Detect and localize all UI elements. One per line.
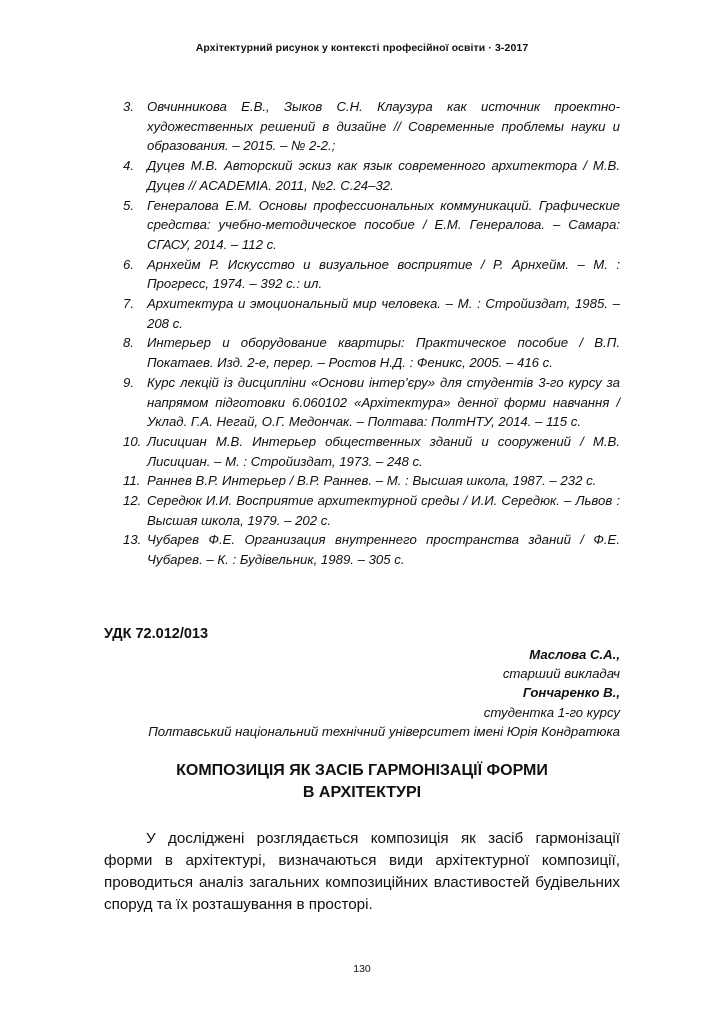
reference-item <box>123 333 620 372</box>
abstract-paragraph: У досліджені розглядається композиція як засіб гармонізації форми в архітектурі, визначаються види архітектурної композиції, проводиться аналіз загальних композиційних властивостей будівельних споруд та їх розташування в просторі. <box>104 830 620 913</box>
reference-number: 8. <box>123 335 134 351</box>
reference-number: 13. <box>123 532 142 548</box>
reference-number: 9. <box>123 374 134 390</box>
reference-number: 4. <box>123 158 134 174</box>
reference-number: 6. <box>123 256 134 272</box>
author-role: старший викладач <box>502 666 620 682</box>
author-name: Гончаренко В., <box>522 685 620 701</box>
reference-item <box>123 156 620 195</box>
reference-number: 10. <box>123 433 142 449</box>
reference-number: 7. <box>123 296 134 312</box>
reference-text: Арнхейм Р. Искусство и визуальное восприятие / Р. Арнхейм. – М. : Прогресс, 1974. – 392 с.: ил. <box>147 256 620 292</box>
article-title-line-2: В АРХІТЕКТУРІ <box>302 784 422 801</box>
reference-text: Дуцев М.В. Авторский эскиз как язык современного архитектора / М.В. Дуцев // ACADEMIA. 2011, №2. С.24–32. <box>147 158 620 193</box>
reference-number: 3. <box>123 99 134 114</box>
udk-code: УДК 72.012/013 <box>104 626 209 642</box>
reference-item <box>123 97 620 156</box>
reference-number: 5. <box>123 197 134 213</box>
reference-text: Середюк И.И. Восприятие архитектурной среды / И.И. Середюк. – Львов : Высшая школа, 1979. – 202 с. <box>147 493 620 528</box>
reference-item <box>123 471 620 491</box>
reference-text: Овчинникова Е.В., Зыков С.Н. Клаузура как источник проектно-художественных решений в дизайне // Современные проблемы науки и образования. – 2015. – № 2-2.; <box>147 99 620 154</box>
reference-text: Интерьер и оборудование квартиры: Практическое пособие / В.П. Покатаев. Изд. 2-е, перер. – Ростов Н.Д. : Феникс, 2005. – 416 с. <box>147 335 620 371</box>
page-number: 130 <box>353 963 371 975</box>
reference-text: Архитектура и эмоциональный мир человека. – М. : Стройиздат, 1985. – 208 с. <box>147 296 620 331</box>
author-name: Маслова С.А., <box>529 647 620 662</box>
reference-text: Чубарев Ф.Е. Организация внутреннего пространства зданий / Ф.Е. Чубарев. – К. : Будівельник, 1989. – 305 с. <box>147 532 620 568</box>
reference-number: 12. <box>123 493 142 509</box>
reference-text: Генералова Е.М. Основы профессиональных коммуникаций. Графические средства: учебно-методическое пособие / Е.М. Генералова. – Самара: СГАСУ, 2014. – 112 с. <box>147 197 620 252</box>
article-title-line-1: КОМПОЗИЦІЯ ЯК ЗАСІБ ГАРМОНІЗАЦІЇ ФОРМИ <box>176 762 548 779</box>
reference-text: Лисициан М.В. Интерьер общественных зданий и сооружений / М.В. Лисициан. – М. : Стройиздат, 1973. – 248 с. <box>147 433 620 469</box>
running-header: Архітектурний рисунок у контексті професійної освіти · 3-2017 <box>195 42 529 54</box>
reference-item <box>123 432 620 471</box>
article-title <box>0 760 724 804</box>
reference-item <box>123 491 620 530</box>
reference-list <box>123 97 620 570</box>
reference-text: Курс лекцій із дисципліни «Основи інтер’єру» для студентів 3-го курсу за напрямом підготовки 6.060102 «Архітектура» денної форми навчання / Уклад. Г.А. Негай, О.Г. Медончак. – Полтава: ПолтНТУ, 2014. – 115 с. <box>147 374 620 430</box>
affiliation: Полтавський національний технічний університет імені Юрія Кондратюка <box>148 723 620 739</box>
reference-item <box>123 530 620 569</box>
reference-item <box>123 373 620 432</box>
author-block <box>148 645 620 741</box>
reference-text: Раннев В.Р. Интерьер / В.Р. Раннев. – М. : Высшая школа, 1987. – 232 с. <box>147 473 597 489</box>
reference-number: 11. <box>123 473 141 489</box>
reference-item <box>123 196 620 255</box>
reference-item <box>123 294 620 333</box>
reference-item <box>123 255 620 294</box>
author-role: студентка 1-го курсу <box>483 704 620 720</box>
